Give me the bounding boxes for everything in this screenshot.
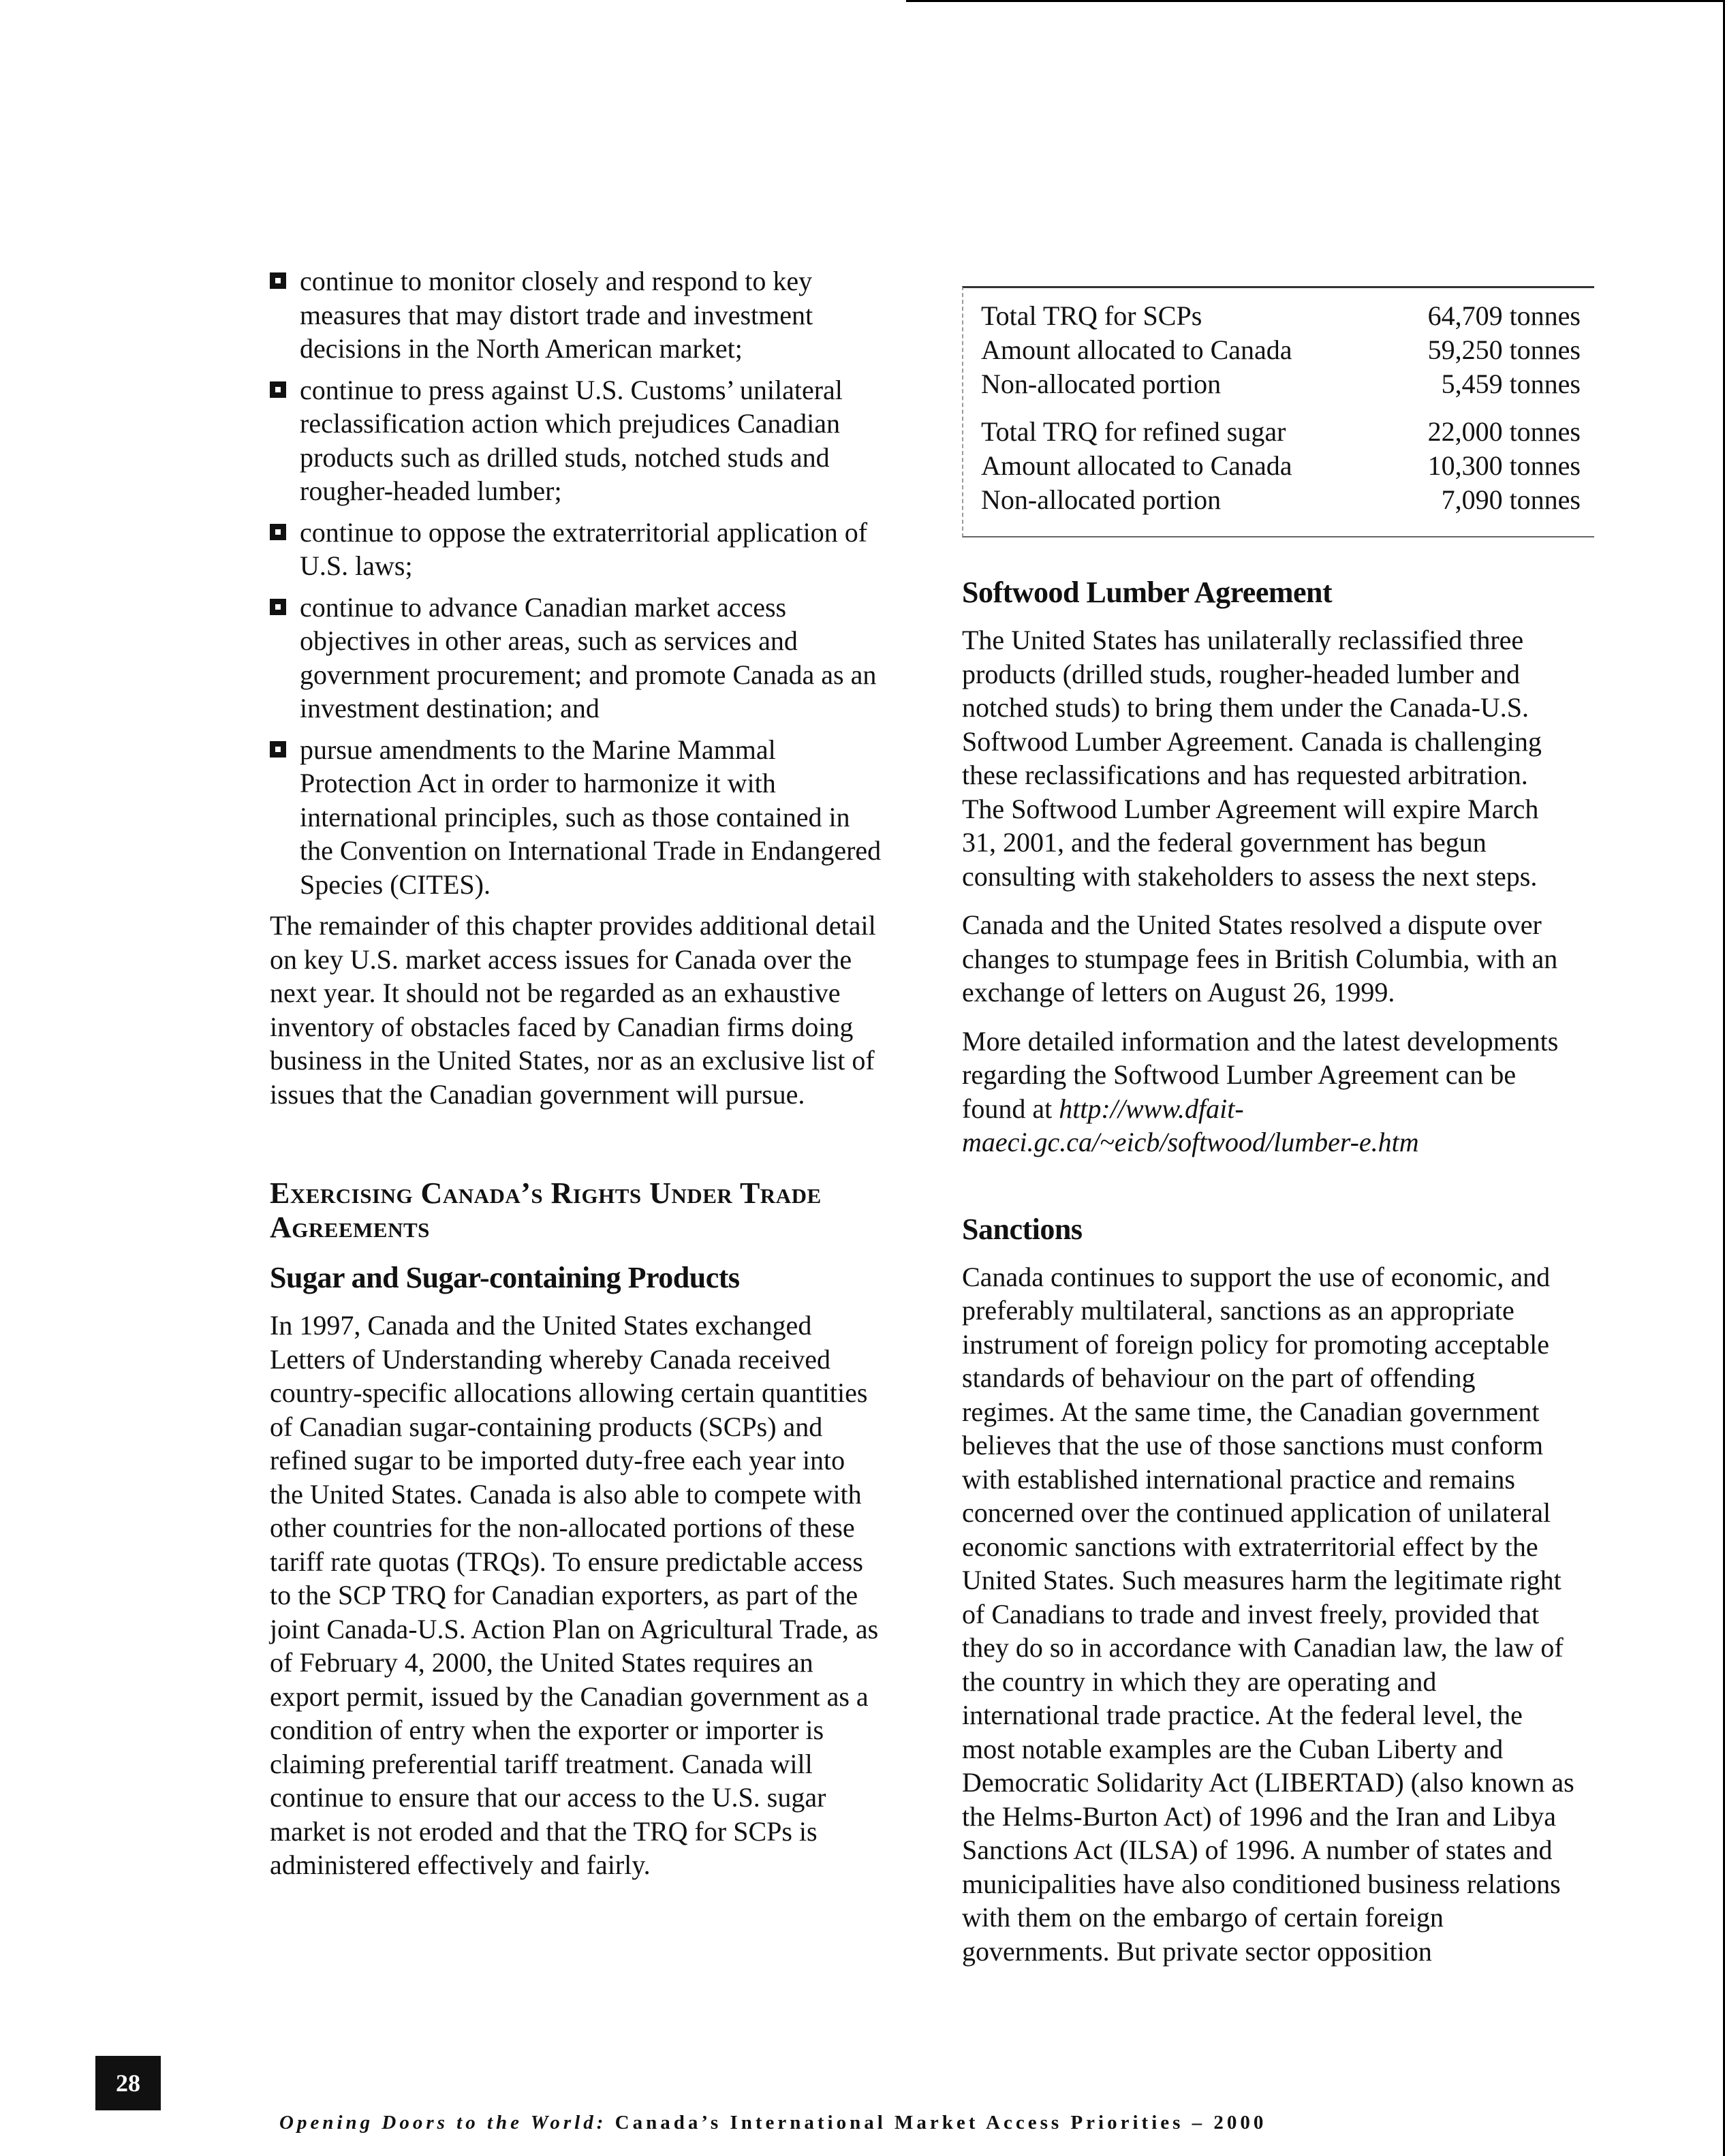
square-bullet-icon — [270, 524, 286, 540]
trq-label: Total TRQ for SCPs — [981, 300, 1202, 331]
sugar-paragraph: In 1997, Canada and the United States exchanged Letters of Understanding whereby Canada received country-specific allocations allowing certain quantities of Canadian sugar-containing products (SCPs) and refined sugar to be imported duty-free each year into the United States. Canada is also able to compete with other countries for the non-allocated portions of these tariff rate quotas (TRQs). To ensure predictable access to the SCP TRQ for Canadian exporters, as part of the joint Canada-U.S. Action Plan on Agricultural Trade, as of February 4, 2000, the United States requires an export permit, issued by the Canadian government as a condition of entry when the exporter or importer is claiming preferential tariff treatment. Canada will continue to ensure that our access to the U.S. sugar market is not eroded and that the TRQ for SCPs is administered effectively and fairly. — [270, 1310, 879, 1880]
table-row — [981, 367, 1581, 401]
running-footer — [279, 2112, 1266, 2134]
trq-value: 10,300 tonnes — [1427, 450, 1581, 481]
list-item — [270, 516, 883, 583]
table-row — [981, 483, 1581, 517]
softwood-paragraph-3 — [962, 1025, 1575, 1159]
square-bullet-icon — [270, 741, 286, 757]
trq-label: Amount allocated to Canada — [981, 334, 1292, 365]
bullet-text: continue to advance Canadian market access objectives in other areas, such as services and government procurement; and promote Canada as an investment destination; and — [300, 591, 877, 723]
scan-border-top — [906, 0, 1725, 2]
bullet-text: continue to monitor closely and respond to key measures that may distort trade and investment decisions in the North American market; — [300, 266, 813, 364]
bullet-text: continue to oppose the extraterritorial application of U.S. laws; — [300, 516, 868, 581]
footer-title-italic: Opening Doors to the World: — [279, 2112, 607, 2134]
trq-label: Total TRQ for refined sugar — [981, 416, 1286, 447]
trq-value: 64,709 tonnes — [1427, 300, 1581, 331]
footer-title-rest: Canada’s International Market Access Priorities – 2000 — [615, 2112, 1267, 2134]
square-bullet-icon — [270, 272, 286, 289]
softwood-heading: Softwood Lumber Agreement — [962, 576, 1333, 609]
softwood-paragraph-1: The United States has unilaterally reclassified three products (drilled studs, rougher-headed lumber and notched studs) to bring them under the Canada-U.S. Softwood Lumber Agreement. Canada is challenging these reclassifications and has requested arbitration. The Softwood Lumber Agreement will expire March 31, 2001, and the federal government has begun consulting with stakeholders to assess the next steps. — [962, 625, 1542, 892]
list-item — [270, 733, 883, 902]
trq-value: 59,250 tonnes — [1427, 334, 1581, 365]
sanctions-paragraph: Canada continues to support the use of economic, and preferably multilateral, sanctions as an appropriate instrument of foreign policy for promoting acceptable standards of behaviour on the part of offending regimes. At the same time, the Canadian government believes that the use of those sanctions must conform with established international practice and remains concerned over the continued application of unilateral economic sanctions with extraterritorial effect by the United States. Such measures harm the legitimate right of Canadians to trade and invest freely, provided that they do so in accordance with Canadian law, the law of the country in which they are operating and international trade practice. At the federal level, the most notable examples are the Cuban Liberty and Democratic Solidarity Act (LIBERTAD) (also known as the Helms-Burton Act) of 1996 and the Iran and Libya Sanctions Act (ILSA) of 1996. A number of states and municipalities have also conditioned business relations with them on the embargo of certain foreign governments. But private sector opposition — [962, 1261, 1574, 1967]
table-row — [981, 449, 1581, 483]
trq-label: Amount allocated to Canada — [981, 450, 1292, 481]
trq-label: Non-allocated portion — [981, 369, 1222, 399]
section-title: Exercising Canada’s Rights Under Trade Agreements — [270, 1176, 822, 1244]
table-row — [981, 415, 1581, 449]
trq-group-refined-sugar — [981, 415, 1581, 517]
bullet-text: pursue amendments to the Marine Mammal Protection Act in order to harmonize it with international principles, such as those contained in the Convention on International Trade in Endangered Species (CITES). — [300, 734, 882, 900]
trq-value: 5,459 tonnes — [1441, 369, 1581, 399]
table-row — [981, 299, 1581, 333]
sanctions-heading: Sanctions — [962, 1212, 1083, 1246]
softwood-url-link[interactable]: http://www.dfait-maeci.gc.ca/~eicb/softwood/lumber-e.htm — [962, 1093, 1419, 1157]
list-item — [270, 591, 883, 725]
bullet-text: continue to press against U.S. Customs’ unilateral reclassification action which prejudices Canadian products such as drilled studs, notched studs and rougher-headed lumber; — [300, 374, 843, 506]
list-item — [270, 373, 883, 508]
remainder-paragraph: The remainder of this chapter provides additional detail on key U.S. market access issues for Canada over the next year. It should not be regarded as an exhaustive inventory of obstacles faced by Canadian firms doing business in the United States, nor as an exclusive list of issues that the Canadian government will pursue. — [270, 910, 876, 1110]
square-bullet-icon — [270, 599, 286, 615]
trq-value: 22,000 tonnes — [1427, 416, 1581, 447]
trq-table — [962, 286, 1594, 537]
list-item — [270, 264, 883, 366]
softwood-paragraph-2: Canada and the United States resolved a dispute over changes to stumpage fees in British Columbia, with an exchange of letters on August 26, 1999. — [962, 909, 1558, 1007]
table-row — [981, 333, 1581, 367]
softwood-p3-text: More detailed information and the latest developments regarding the Softwood Lumber Agreement can be found at — [962, 1025, 1559, 1124]
trq-group-scp — [981, 299, 1581, 401]
page-number: 28 — [95, 2056, 161, 2110]
trq-label: Non-allocated portion — [981, 484, 1222, 515]
trq-value: 7,090 tonnes — [1441, 484, 1581, 515]
left-column — [270, 264, 883, 1897]
sugar-heading: Sugar and Sugar-containing Products — [270, 1261, 740, 1294]
bullet-list — [270, 264, 883, 901]
right-column — [962, 286, 1581, 1983]
square-bullet-icon — [270, 381, 286, 398]
